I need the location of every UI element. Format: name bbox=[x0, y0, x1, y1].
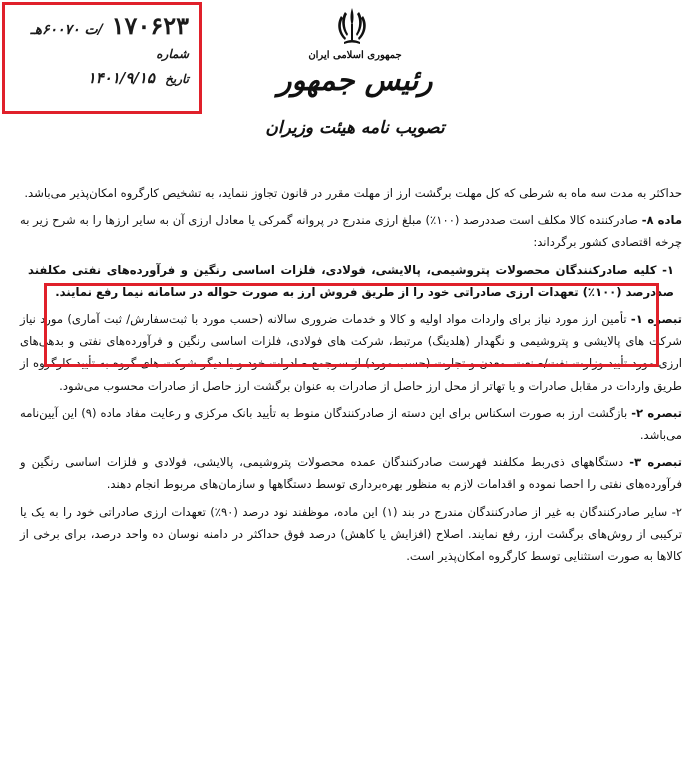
note-1-heading: تبصره ۱- bbox=[630, 312, 682, 327]
republic-heading: جمهوری اسلامی ایران bbox=[308, 50, 402, 61]
paragraph-intro: حداکثر به مدت سه ماه به شرطی که کل مهلت برگشت ارز از مهلت مقرر در قانون تجاوز ننماید، به تشخیص کارگروه امکان‌پذیر می‌باشد. bbox=[24, 186, 682, 200]
paragraph-article-8: ماده ۸- صادرکننده کالا مکلف است صددرصد (۱۰۰٪) مبلغ ارزی مندرج در پروانه گمرکی یا معادل ارزی آن به سایر ارزها را به شرح زیر به چرخه اقتصادی کشور برگرداند: bbox=[20, 213, 682, 250]
highlight-box bbox=[44, 283, 659, 367]
cabinet-resolution-heading: تصویب نامه هیئت وزیران bbox=[265, 118, 445, 138]
stamp-date-label: تاریخ bbox=[165, 72, 189, 86]
stamp-date-row bbox=[13, 69, 189, 87]
paragraph-note-2: تبصره ۲- بازگشت ارز به صورت اسکناس برای این دسته از صادرکنندگان منوط به تأیید بانک مرکزی و رعایت مفاد ماده (۹) این آیین‌نامه می‌باشد. bbox=[20, 405, 682, 443]
note-3-heading: تبصره ۳- bbox=[629, 455, 682, 470]
paragraph-item-2: ۲- سایر صادرکنندگان به غیر از صادرکنندگان مندرج در بند (۱) این ماده، موظفند نود درصد (۹۰٪) تعهدات ارزی صادراتی خود را به یک یا ترکیبی از روش‌های برگشت ارز، رفع نمایند. اصلاح (افزایش یا کاهش) درصد فوق حداکثر در دامنه نوسان ده واحد درصد، برای برخی از کالاها به صورت استثنایی توسط کارگروه امکان‌پذیر است. bbox=[20, 504, 682, 564]
paragraph-note-1: تبصره ۱- تأمین ارز مورد نیاز برای واردات مواد اولیه و کالا و خدمات ضروری سالانه (حسب مورد با ثبت‌سفارش/ ثبت آماری) مورد نیاز شرکت های پالایشی و پتروشیمی و نگهدار (هلدینگ) مرتبط، شرکت های فولادی، فلزات اساسی رنگین و فرآورده‌های نفتی و بدهی‌های ارزی مورد تأیید وزارت نفت/صنعت، معدن و تجارت (حسب مورد) از سرجمع صادرات خود و یا دیگر شرکت های گروه به تأیید کارگروه از طریق واردات در مقابل صادرات و یا تهاتر از محل ارز حاصل از صادرات به عنوان برگشت ارز حاصل از صادرات محسوب می‌شود. bbox=[20, 312, 682, 393]
stamp-number-label-row bbox=[13, 47, 189, 61]
paragraph-note-3: تبصره ۳- دستگاههای ذی‌ربط مکلفند فهرست صادرکنندگان عمده محصولات پتروشیمی، پالایشی، فولادی و فلزات اساسی رنگین و فرآورده‌های نفتی را احصا نموده و اقدامات لازم به منظور بهره‌برداری توسط دستگاهها و سازمان‌های مربوط انجام دهند. bbox=[20, 455, 682, 492]
article-8-heading: ماده ۸- bbox=[641, 213, 682, 228]
stamp-number: ۱۷۰۶۲۳ bbox=[111, 11, 189, 40]
paragraph-item-1: ۱- کلیه صادرکنندگان محصولات پتروشیمی، پالایشی، فولادی، فلزات اساسی رنگین و فرآورده‌های نفتی مکلفند صددرصد (۱۰۰٪) تعهدات ارزی صادراتی خود را از طریق فروش ارز به صورت حواله در سامانه نیما رفع نمایند. bbox=[28, 262, 674, 299]
stamp-date-value: ۱۴۰۱/۹/۱۵ bbox=[87, 69, 155, 87]
stamp-number-row bbox=[13, 11, 189, 40]
note-2-heading: تبصره ۲- bbox=[631, 405, 682, 420]
iran-emblem-icon bbox=[335, 6, 369, 46]
document-body bbox=[20, 182, 682, 567]
president-heading: رئیس جمهور bbox=[277, 63, 433, 97]
registration-stamp bbox=[2, 2, 202, 114]
stamp-number-label: شماره bbox=[156, 47, 189, 61]
stamp-number-suffix: /ت ۶۰۰۷۰هـ bbox=[30, 22, 103, 38]
